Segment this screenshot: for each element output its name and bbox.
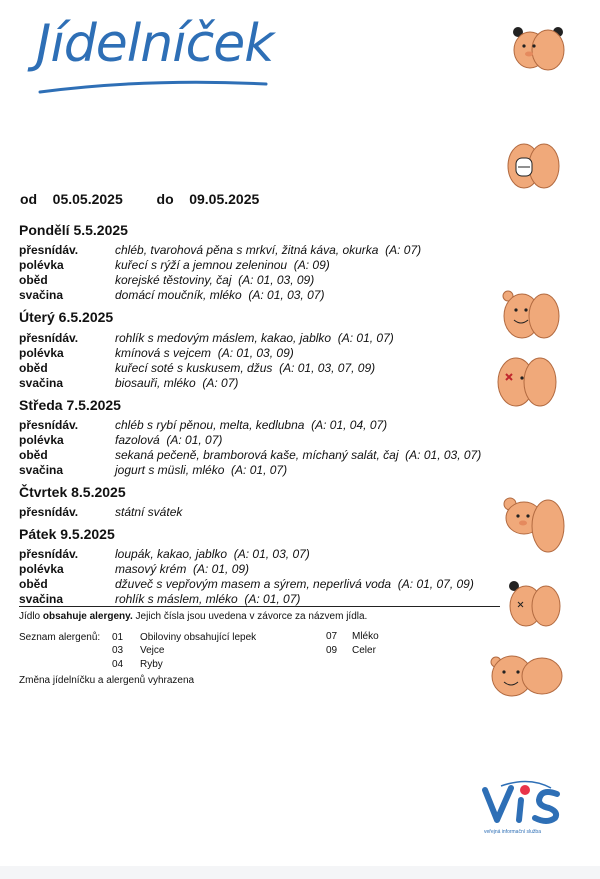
day-heading-tuesday: Úterý 6.5.2025 [19, 309, 114, 325]
meal-label: polévka [19, 346, 64, 360]
meal-label: polévka [19, 433, 64, 447]
meal-label: přesnídáv. [19, 505, 79, 519]
allergen-note-suffix: Jejich čísla jsou uvedena v závorce za názvem jídla. [135, 611, 368, 622]
meal-dish: rohlík s máslem, mléko [115, 592, 238, 606]
day-heading-wednesday: Středa 7.5.2025 [19, 397, 121, 413]
bear-illustration-7 [488, 652, 564, 700]
meal-dish: masový krém [115, 562, 187, 576]
meal-allergens: (A: 01, 03, 09) [238, 273, 315, 287]
meal-dish: fazolová [115, 433, 160, 447]
bear-illustration-5 [502, 492, 568, 556]
meal-allergens: (A: 01, 07) [337, 331, 394, 345]
meal-label: přesnídáv. [19, 418, 79, 432]
meal-dish: loupák, kakao, jablko [115, 547, 228, 561]
meal-allergens: (A: 07) [202, 376, 239, 390]
meal-dish: chléb, tvarohová pěna s mrkví, žitná káva, okurka [115, 243, 379, 257]
meal-label: přesnídáv. [19, 331, 79, 345]
bear-illustration-1 [510, 22, 566, 74]
meal-row [19, 448, 481, 462]
allergen-name: Vejce [140, 645, 165, 656]
allergen-list-label: Seznam alergenů: [19, 632, 101, 643]
meal-allergens: (A: 01, 07) [166, 433, 223, 447]
meal-row [19, 463, 287, 477]
meal-allergens: (A: 01, 04, 07) [311, 418, 388, 432]
meal-label: svačina [19, 288, 64, 302]
meal-dish: korejské těstoviny, čaj [115, 273, 232, 287]
meal-dish: kmínová s vejcem [115, 346, 212, 360]
bear-illustration-6 [506, 578, 562, 630]
meal-row [19, 592, 300, 606]
meal-row [19, 577, 474, 591]
meal-row [19, 376, 238, 390]
meal-label: svačina [19, 463, 64, 477]
meal-label: polévka [19, 258, 64, 272]
meal-row [19, 418, 387, 432]
date-to-label: do [156, 191, 174, 207]
meal-label: polévka [19, 562, 64, 576]
meal-dish: domácí moučník, mléko [115, 288, 242, 302]
meal-row [19, 288, 324, 302]
allergen-name: Celer [352, 645, 376, 656]
date-from-label: od [20, 191, 38, 207]
meal-label: přesnídáv. [19, 547, 79, 561]
day-heading-friday: Pátek 9.5.2025 [19, 526, 115, 542]
meal-dish: jogurt s müsli, mléko [115, 463, 225, 477]
allergen-name: Ryby [140, 659, 163, 670]
meal-label: oběd [19, 361, 48, 375]
meal-row [19, 562, 249, 576]
divider-line [19, 606, 500, 607]
vis-logo [481, 780, 567, 828]
date-from: 05.05.2025 [52, 191, 123, 207]
vis-subtitle: veřejná informační služba [484, 829, 541, 835]
meal-allergens: (A: 07) [385, 243, 422, 257]
allergen-note [19, 611, 367, 622]
meal-dish: kuřecí s rýží a jemnou zeleninou [115, 258, 288, 272]
meal-dish: rohlík s medovým máslem, kakao, jablko [115, 331, 332, 345]
meal-label: svačina [19, 592, 64, 606]
meal-row [19, 243, 421, 257]
allergen-code: 03 [112, 645, 124, 656]
meal-row [19, 273, 314, 287]
meal-dish: džuveč s vepřovým masem a sýrem, neperlivá voda [115, 577, 392, 591]
meal-dish: biosauři, mléko [115, 376, 196, 390]
allergen-name: Mléko [352, 631, 379, 642]
meal-allergens: (A: 01, 09) [193, 562, 250, 576]
meal-allergens: (A: 01, 03, 07) [233, 547, 310, 561]
meal-allergens: (A: 01, 03, 07) [248, 288, 325, 302]
meal-label: oběd [19, 273, 48, 287]
meal-dish: chléb s rybí pěnou, melta, kedlubna [115, 418, 305, 432]
meal-row [19, 346, 294, 360]
date-range [20, 191, 259, 207]
allergen-note-prefix: Jídlo [19, 611, 41, 622]
menu-title: Jídelníček [36, 14, 274, 74]
allergen-name: Obiloviny obsahující lepek [140, 632, 257, 643]
meal-label: svačina [19, 376, 64, 390]
date-to: 09.05.2025 [189, 191, 260, 207]
meal-label: oběd [19, 577, 48, 591]
allergen-code: 01 [112, 632, 124, 643]
allergen-code: 07 [326, 631, 338, 642]
title-swoosh [38, 76, 270, 98]
allergen-code: 09 [326, 645, 338, 656]
meal-label: oběd [19, 448, 48, 462]
meal-allergens: (A: 01, 07) [244, 592, 301, 606]
meal-allergens: (A: 01, 03, 07) [405, 448, 482, 462]
allergen-note-bold: obsahuje alergeny. [42, 611, 133, 622]
meal-row [19, 433, 222, 447]
meal-row [19, 547, 310, 561]
meal-allergens: (A: 01, 03, 09) [217, 346, 294, 360]
meal-label: přesnídáv. [19, 243, 79, 257]
day-heading-thursday: Čtvrtek 8.5.2025 [19, 484, 126, 500]
bear-illustration-2 [504, 140, 560, 192]
bear-illustration-3 [500, 286, 560, 342]
meal-dish: státní svátek [115, 505, 183, 519]
allergen-code: 04 [112, 659, 124, 670]
meal-allergens: (A: 09) [293, 258, 330, 272]
meal-dish: sekaná pečeně, bramborová kaše, míchaný salát, čaj [115, 448, 399, 462]
meal-dish: kuřecí soté s kuskusem, džus [115, 361, 273, 375]
change-note: Změna jídelníčku a alergenů vyhrazena [19, 675, 195, 686]
meal-row [19, 331, 394, 345]
meal-row [19, 361, 375, 375]
meal-row [19, 505, 182, 519]
bear-illustration-4 [494, 352, 560, 410]
meal-allergens: (A: 01, 07) [231, 463, 288, 477]
meal-allergens: (A: 01, 03, 07, 09) [279, 361, 376, 375]
meal-allergens: (A: 01, 07, 09) [397, 577, 474, 591]
day-heading-monday: Pondělí 5.5.2025 [19, 222, 128, 238]
meal-row [19, 258, 330, 272]
